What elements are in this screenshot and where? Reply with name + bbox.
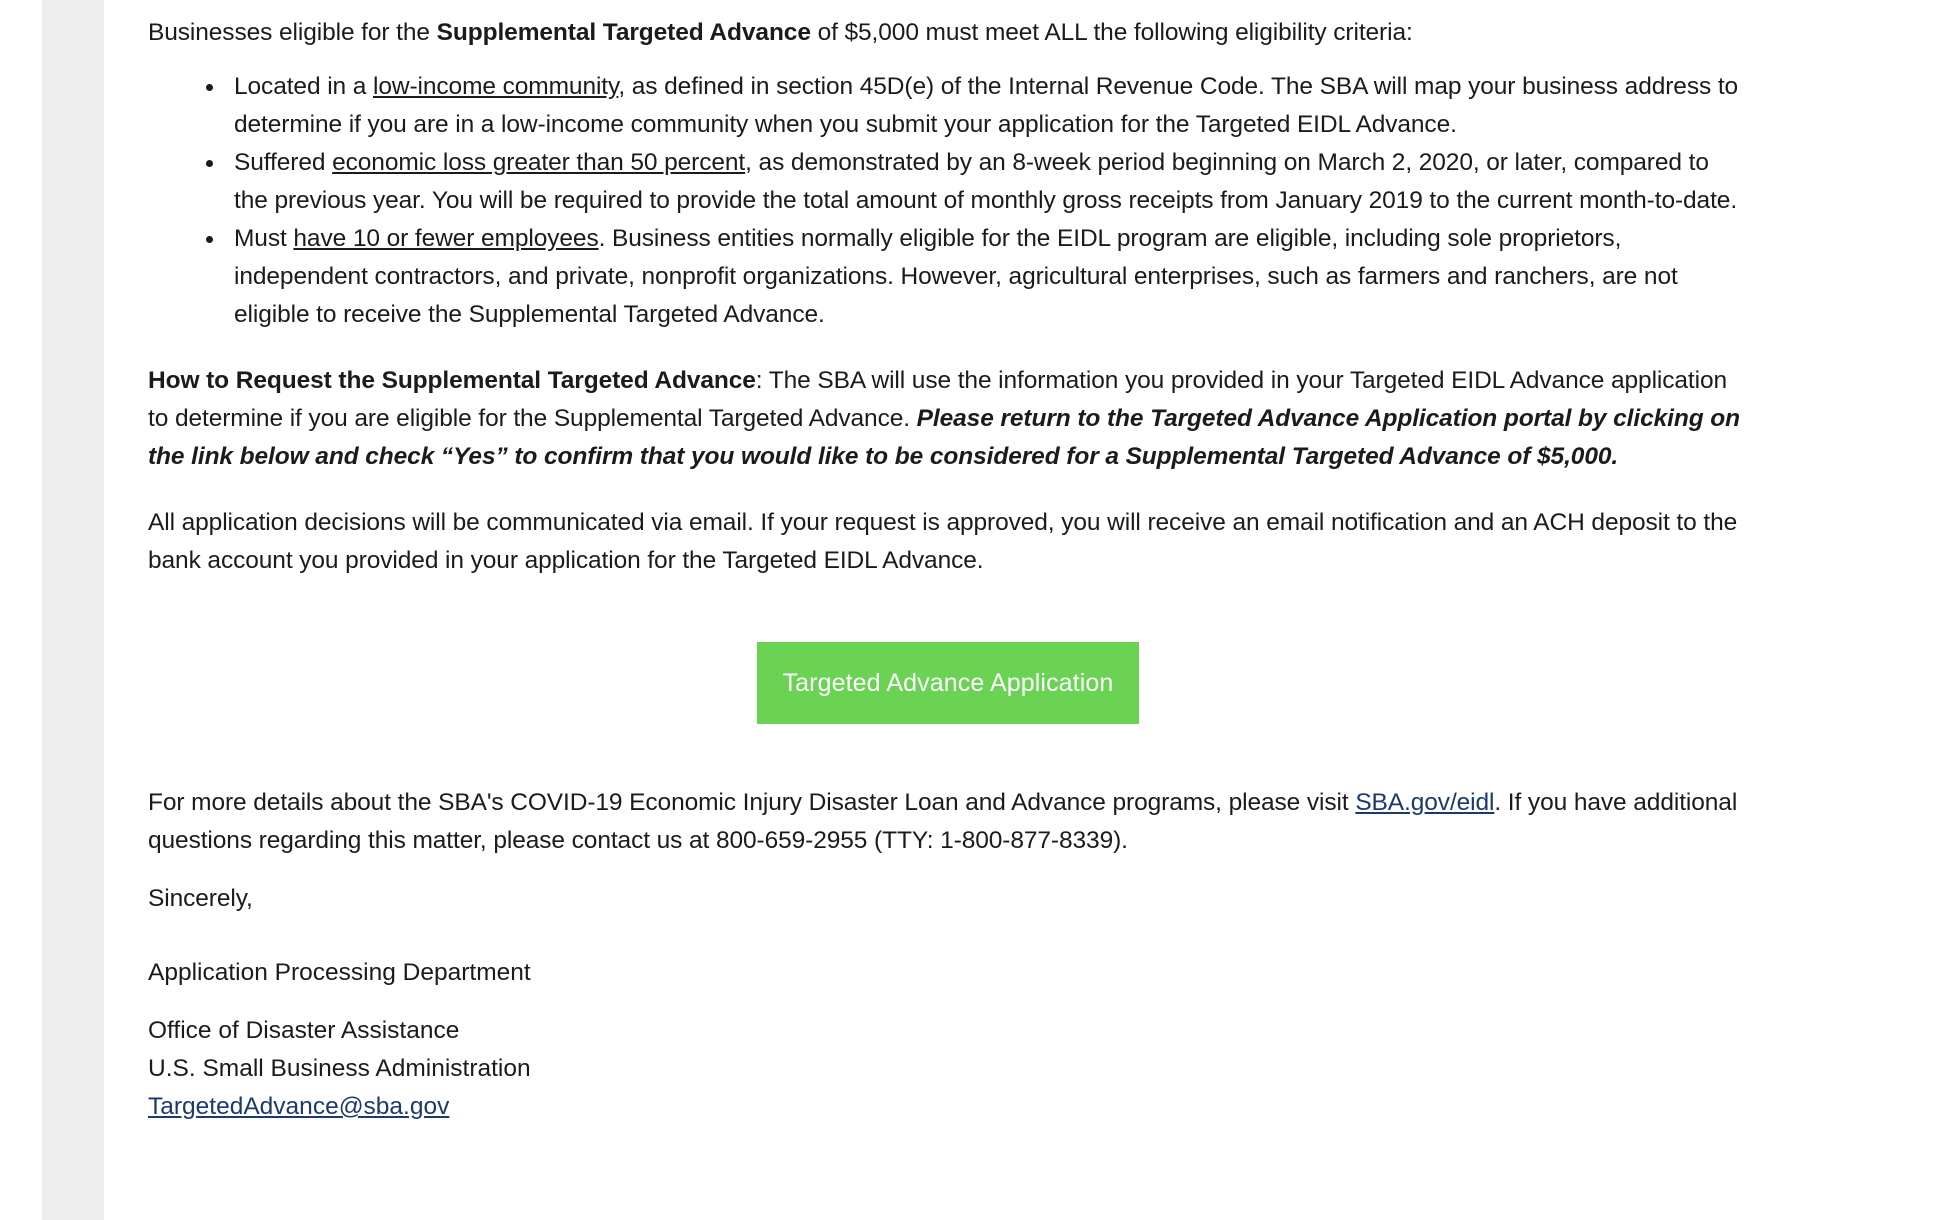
eligibility-criteria-list [148,68,1748,334]
cta-container [148,580,1748,784]
list-item [226,144,1748,220]
how-to-request-paragraph [148,362,1748,476]
criterion-tail: , as demonstrated by an 8-week period beginning on March 2, 2020, or later, compared to the previous year. You will be required to provide the total amount of monthly gross receipts from January 2019 to the current month-to-date. [234,149,1738,214]
list-item [226,68,1748,144]
document-sheet [104,0,1936,1220]
spacer [148,918,1748,954]
criterion-lead: Located in a [234,73,374,100]
closing-salutation: Sincerely, [148,885,253,912]
criterion-lead: Suffered [234,149,333,176]
how-to-request-heading: How to Request the Supplemental Targeted Advance [148,367,756,394]
criterion-tail: . Business entities normally eligible for the EIDL program are eligible, including sole proprietors, independent contractors, and private, nonprofit organizations. However, agricultural enterprises, such as farmers and ranchers, are not eligible to receive the Supplemental Targeted Advance. [234,225,1678,328]
more-details-lead: For more details about the SBA's COVID-19 Economic Injury Disaster Loan and Advance programs, please visit [148,789,1356,816]
more-details-paragraph [148,784,1748,860]
signature-department: Application Processing Department [148,959,531,986]
how-to-request-body: : The SBA will use the information you provided in your Targeted EIDL Advance application to determine if you are eligible for the Supplemental Targeted Advance. [148,367,1728,432]
more-details-tail: . If you have additional questions regarding this matter, please contact us at 800-659-2955 (TTY: 1-800-877-8339). [148,789,1738,854]
decisions-paragraph: All application decisions will be communicated via email. If your request is approved, you will receive an email notification and an ACH deposit to the bank account you provided in your application for the Targeted EIDL Advance. [148,509,1738,574]
spacer [148,476,1748,504]
page-gutter-band [42,0,104,1220]
criterion-underlined-term: economic loss greater than 50 percent [332,149,746,176]
criterion-underlined-term: have 10 or fewer employees [293,225,599,252]
criterion-underlined-term: low-income community [373,73,619,100]
sba-eidl-link[interactable]: SBA.gov/eidl [1355,789,1495,816]
signature-office: Office of Disaster Assistance [148,1017,460,1044]
signature-agency: U.S. Small Business Administration [148,1055,531,1082]
targeted-advance-application-button[interactable]: Targeted Advance Application [757,642,1139,724]
signature-email-link[interactable]: TargetedAdvance@sba.gov [148,1093,450,1120]
spacer [148,992,1748,1012]
criterion-tail: , as defined in section 45D(e) of the Internal Revenue Code. The SBA will map your business address to determine if you are in a low-income community when you submit your application for the Targeted EIDL Advance. [234,73,1739,138]
list-item [226,220,1748,334]
intro-paragraph [148,0,1748,52]
how-to-request-emphasis: Please return to the Targeted Advance Application portal by clicking on the link below and check “Yes” to confirm that you would like to be considered for a Supplemental Targeted Advance of $5,000. [148,405,1741,470]
intro-tail: of $5,000 must meet ALL the following eligibility criteria: [810,19,1413,46]
criterion-lead: Must [234,225,294,252]
signature-block [148,954,1748,1126]
intro-bold-term: Supplemental Targeted Advance [436,19,811,46]
letter-body [148,0,1748,1126]
spacer [148,334,1748,362]
spacer [148,860,1748,880]
intro-lead: Businesses eligible for the [148,19,437,46]
